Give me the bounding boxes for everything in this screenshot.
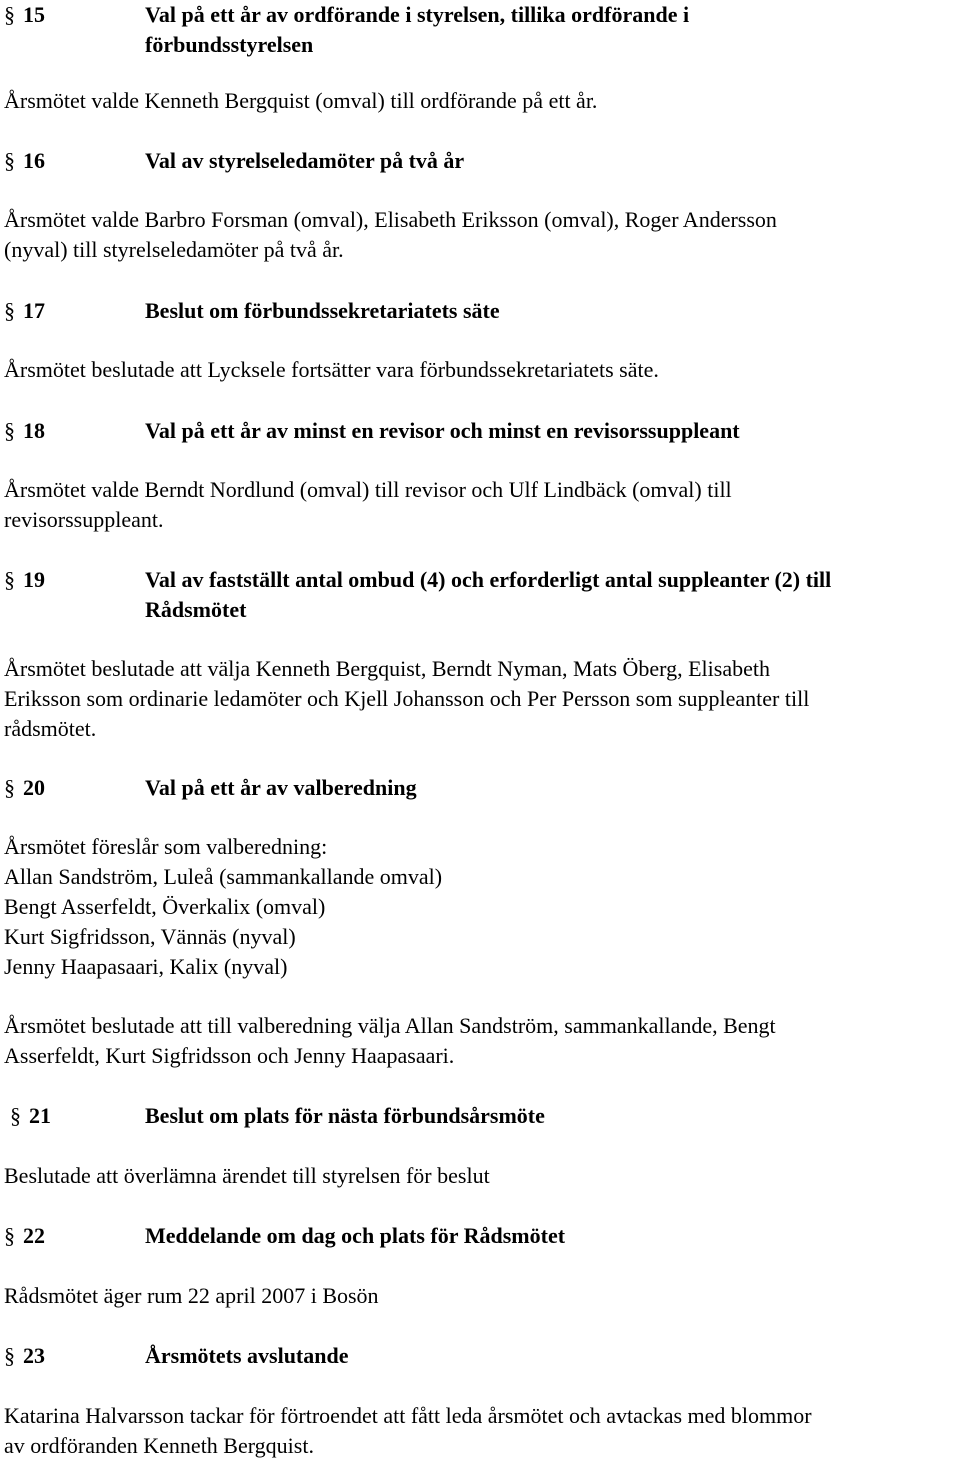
- paragraph: Årsmötet valde Barbro Forsman (omval), Elisabeth Eriksson (omval), Roger Andersson (nyval) till styrelseledamöter på två år.: [4, 207, 777, 262]
- section-number: § 23: [4, 1343, 45, 1368]
- paragraph: Katarina Halvarsson tackar för förtroendet att fått leda årsmötet och avtackas med blommor av ordföranden Kenneth Bergquist.: [4, 1403, 812, 1458]
- section-19: [4, 565, 956, 741]
- section-title: Val på ett år av valberedning: [145, 775, 417, 800]
- section-heading: [4, 146, 956, 176]
- section-mark: §: [4, 775, 15, 800]
- section-mark: §: [4, 1343, 15, 1368]
- section-heading: [4, 416, 956, 446]
- section-mark: §: [4, 298, 15, 323]
- section-18: [4, 416, 956, 532]
- section-mark: §: [4, 2, 15, 27]
- section-mark: §: [4, 567, 15, 592]
- paragraph: Beslutade att överlämna ärendet till styrelsen för beslut: [4, 1163, 490, 1188]
- section-heading: [4, 1221, 956, 1251]
- section-mark: §: [4, 1223, 15, 1248]
- section-title: Val av styrelseledamöter på två år: [145, 148, 465, 173]
- section-title: Meddelande om dag och plats för Rådsmötet: [145, 1223, 566, 1248]
- section-21: [4, 1101, 956, 1188]
- paragraph: Årsmötet beslutade att välja Kenneth Bergquist, Berndt Nyman, Mats Öberg, Elisabeth Eriksson som ordinarie ledamöter och Kjell Johansson och Per Persson som suppleanter till rådsmötet.: [4, 656, 810, 741]
- section-title: Val på ett år av ordförande i styrelsen, tillika ordförande i förbundsstyrelsen: [145, 2, 690, 57]
- section-heading: [4, 1101, 956, 1131]
- section-mark: §: [10, 1103, 21, 1128]
- section-number: § 20: [4, 775, 45, 800]
- paragraph: Årsmötet beslutade att Lycksele fortsätter vara förbundssekretariatets säte.: [4, 357, 659, 382]
- section-number: § 19: [4, 567, 45, 592]
- paragraph: Årsmötet valde Kenneth Bergquist (omval) till ordförande på ett år.: [4, 88, 598, 113]
- paragraph: Rådsmötet äger rum 22 april 2007 i Bosön: [4, 1283, 379, 1308]
- section-number: § 21: [10, 1103, 51, 1128]
- section-mark: §: [4, 418, 15, 443]
- section-23: [4, 1341, 956, 1458]
- paragraph: Årsmötet föreslår som valberedning: Allan Sandström, Luleå (sammankallande omval) Bengt Asserfeldt, Överkalix (omval) Kurt Sigfridsson, Vännäs (nyval) Jenny Haapasaari, Kalix (nyval): [4, 834, 443, 979]
- section-heading: [4, 296, 956, 326]
- section-number: § 16: [4, 148, 45, 173]
- section-number: § 22: [4, 1223, 45, 1248]
- section-heading: [4, 773, 956, 803]
- section-title: Årsmötets avslutande: [145, 1343, 349, 1368]
- section-title: Val av fastställt antal ombud (4) och erforderligt antal suppleanter (2) till Rådsmötet: [145, 567, 832, 622]
- section-title: Val på ett år av minst en revisor och minst en revisorssuppleant: [145, 418, 740, 443]
- section-22: [4, 1221, 956, 1308]
- section-heading: [4, 565, 956, 625]
- section-16: [4, 146, 956, 262]
- section-number: § 18: [4, 418, 45, 443]
- paragraph: Årsmötet beslutade att till valberedning välja Allan Sandström, sammankallande, Bengt Asserfeldt, Kurt Sigfridsson och Jenny Haapasaari.: [4, 1013, 776, 1068]
- section-mark: §: [4, 148, 15, 173]
- section-title: Beslut om förbundssekretariatets säte: [145, 298, 500, 323]
- section-17: [4, 296, 956, 382]
- section-20: [4, 773, 956, 1068]
- section-15: [4, 0, 956, 113]
- section-heading: [4, 1341, 956, 1371]
- paragraph: Årsmötet valde Berndt Nordlund (omval) till revisor och Ulf Lindbäck (omval) till revisorssuppleant.: [4, 477, 732, 532]
- section-title: Beslut om plats för nästa förbundsårsmöte: [145, 1103, 545, 1128]
- section-number: § 17: [4, 298, 45, 323]
- section-number: § 15: [4, 2, 45, 27]
- section-heading: [4, 0, 956, 60]
